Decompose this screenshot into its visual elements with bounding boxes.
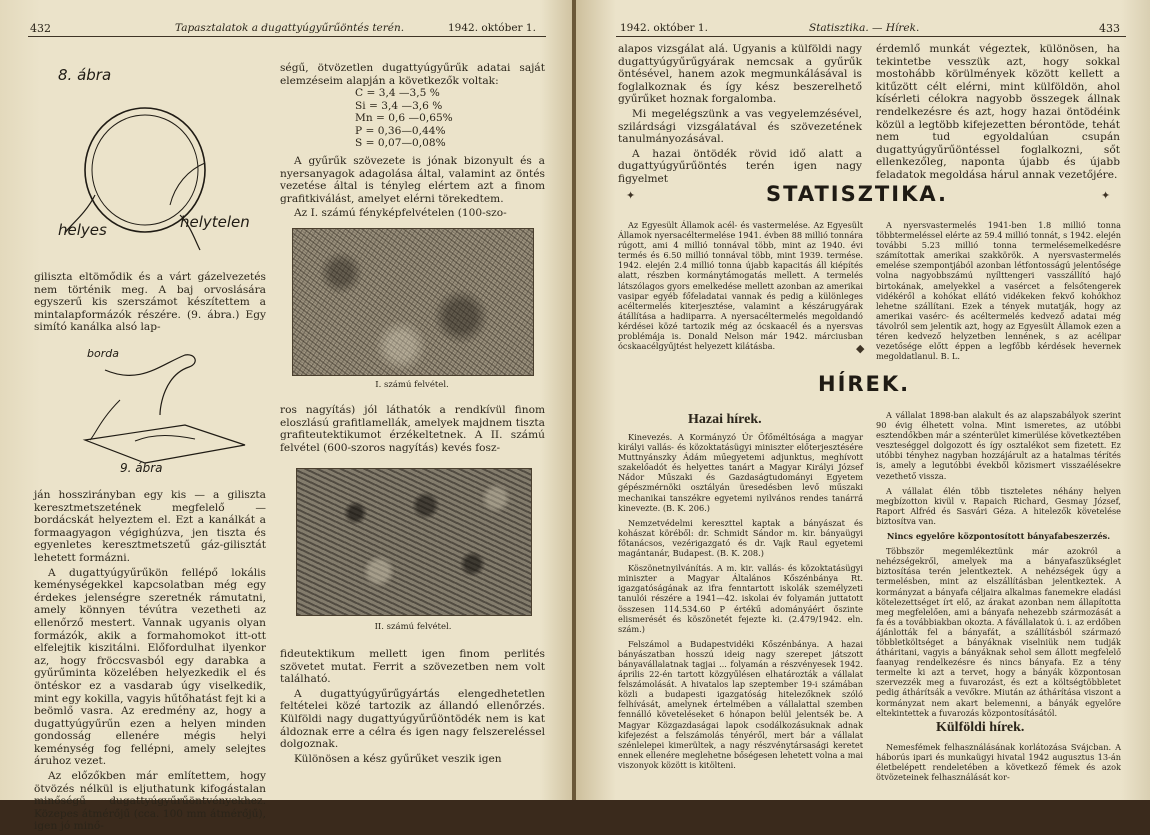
paragraph: Mi megelégszünk a vas vegyelemzésével, szilárdsági vizsgálatával és szövezetének tanulmányozásával. — [618, 107, 862, 146]
paragraph: Az előzőkben már említettem, hogy ötvözés nélkül is eljuthatunk kifogástalan minőségű dugattyúgyűrűöntvényekhez. Közepes átmérőjű (cca. 100 mm átmérőjű), igen jó minő- — [34, 770, 266, 833]
left-col2-mid — [280, 155, 545, 222]
paragraph: Többször megemlékeztünk már azokról a nehézségekről, amelyek ma a bányafaszükséglet biztosítása terén jelentkeztek. A nehézségek úgy a termelésben, mint az elszállításban jelentkeztek. A kormányzat a bányafa céljaira alkalmas fanemekre eladási kötelezettséget írt elő, az árakat azonban nem állapította meg megfelelően, ami a bányafa nehezebb szármozását a fa és a továbbiakban okozta. A fávállalatok ú. i. az erdőben ájánlották fel a bányafát, a szállításból származó többletköltséget a bányáknak viselniük nem tudják átháritani, vagyis a bányáknak sehol sem állott megfelelő faanyag rendelkezésre és nincs bányafa. Ez a tény termelte ki azt a tervet, hogy a bányák központosan szervezzék meg a fuvarozást, és ezt a költségtöbbletet pedig áthárítsák a vevőkre. Miután az áthárítása viszont a kormányzat nem akart belemenni, a bányák egyelőre eltekintettek a fuvarozás központosításától. — [876, 546, 1121, 718]
paragraph: Az Egyesült Államok acél- és vastermelése. Az Egyesült Államok nyersacéltermelése 1941. évben 88 millió tonnára rúgott, ami 4 millió tonnával több, mint az 1940. évi termés és 6.50 millió tonnával több, mint 1939. termése. 1942. elején 2.4 millió tonna újabb kapacitás áll kiépítés alatt, részben kormánytámogatás mellett. A termelés látszólagos gyors emelkedése mellett azonban az amerikai vasipar egyéb főfeladatai vannak és pedig a különleges acéltermelés kiterjesztése, valamint a készárugyárak átállítása a hadiiparra. A nyersacéltermelés megoldandó kérdései közé tartozik még az ócskaacél és a nyersvas problémája is. Donald Nelson már 1942. márciusban ócskaacélgyűjtést helyezett kilátásba. — [618, 220, 863, 352]
paragraph: érdemlő munkát végeztek, különösen, ha tekintetbe vesszük azt, hogy sokkal mostohább körülmények között kellett a kitűzött célt elérni, mint külföldön, ahol kísérleti célokra nagyobb összegek állnak rendelkezésre és azt, hogy hazai öntödéink közül a legtöbb kifejezetten bérontöde, tehát nem tud egyoldalúan csupán dugattyúgyűrűöntéssel foglalkozni, sőt ellenkezőleg, naponta újabb és újabb feladatok megoldása hárul annak vezetőjére. — [876, 43, 1120, 181]
subsection-kulfoldi: Külföldi hírek. — [936, 720, 1025, 735]
paragraph: A nyersvastermelés 1941-ben 1.8 millió tonna többtermeléssel elérte az 59.4 millió tonnát, s 1942. elején további 5.23 millió tonna termelésemelkedésre számítottak amerikai szakkörök. A nyersvastermelés emelése szempontjából azonban létfontosságú jelentősége volna nagyobbszámú nyílttengeri vasszállító hajó birtokának, amelyekkel a vasércet a felsőtengerek vidékéről a kohókat ellátó vidékeken fekvő kohókhoz lehetne szállítani. Ezek a tények mutatják, hogy az amerikai vasérc- és acéltermelés kedvező adatai még távolról sem jelentik azt, hogy az Egyesült Államok ezen a téren kedvező helyzetben lennének, s az acélipar vezetősége előtt éppen a legfőbb kérdések hevernek megoldatlanul. B. L. — [876, 220, 1121, 362]
figure9-title: 9. ábra — [120, 461, 163, 475]
right-date: 1942. október 1. — [620, 22, 708, 34]
composition-row: S = 0,07—0,08% — [355, 137, 446, 150]
paragraph: A vállalat élén több tiszteletes néhány helyen megbízotton kivül v. Rapaich Richard, Gesmay József, Raport Alfréd és Sasvári Géza. A hitelezők követelése biztosítva van. — [876, 485, 1121, 526]
section-title-statisztika: STATISZTIKA. — [766, 182, 948, 206]
figure8-title: 8. ábra — [58, 66, 112, 84]
right-page-number: 433 — [1099, 22, 1120, 35]
section-title-hirek: HÍREK. — [818, 372, 911, 396]
figure8-label-helyes: helyes — [58, 221, 107, 239]
right-page — [576, 0, 1150, 800]
left-page-number: 432 — [30, 22, 51, 35]
left-date: 1942. október 1. — [448, 22, 536, 34]
composition-row: C = 3,4 —3,5 % — [355, 87, 440, 99]
composition-row: P = 0,36—0,44% — [355, 124, 446, 137]
right-news-col — [876, 410, 1121, 723]
paragraph: A dugattyúgyűrűgyártás elengedhetetlen feltételei közé tartozik az állandó ellenőrzés. Külföldi nagy dugattyúgyűrűöntödék nem is kat áldoznak erre a célra és igen nagy felszereléssel dolgoznak. — [280, 687, 545, 751]
micrograph-photo-1 — [292, 228, 534, 376]
paragraph: A vállalat 1898-ban alakult és az alapszabályok szerint 90 évig élhetett volna. Mint ismeretes, az utóbbi esztendőkben már a szénterület kimerülése következtében veszteséggel dolgozott és így osztalékot sem fizetett. Ez utóbbi tényhez nagyban hozzájárult az a hatalmas térítés is, amely a legutóbbi évekből közismert visszaélésekre vezethető vissza. — [876, 410, 1121, 481]
paragraph: alapos vizsgálat alá. Ugyanis a külföldi nagy dugattyúgyűrűgyárak nemcsak a gyűrűk öntésével, hanem azok megmunkálásával is foglalkoznak és így kész beszerelhető gyűrűket hoznak forgalomba. — [618, 43, 862, 106]
left-running-title: Tapasztalatok a dugattyúgyűrűöntés terén. — [175, 22, 405, 34]
paragraph: ros nagyítás) jól láthatók a rendkívül finom eloszlású grafitlamellák, amelyek majdnem tiszta grafiteutektikumot érzékeltetnek. A II. számú felvétel (600-szoros nagyítás) kevés fosz- — [280, 404, 545, 454]
header-rule — [616, 36, 1126, 37]
news-item: Nemzetvédelmi kereszttel kaptak a bányászat és kohászat köréből: dr. Schmidt Sándor m. kir. bányaügyi főtanácsos, vezérigazgató és dr. Vajk Raul egyetemi magántanár, Budapest. (B. K. 208.) — [618, 517, 863, 559]
stat-col2 — [876, 220, 1121, 366]
paragraph: ján hosszirányban egy kis — a giliszta keresztmetszetének megfelelő — bordácskát helyeztem el. Ezt a kanálkát a formaagyagon végighúzva, jen tiszta és egyenletes keresztmetszetű gáz-gilisztát lehetett formázni. — [34, 489, 266, 564]
micrograph-caption-2: II. számú felvétel. — [374, 622, 452, 632]
figure9-sketch — [65, 345, 265, 475]
paragraph: giliszta eltömődik és a várt gázelvezetés nem történik meg. A baj orvoslására egyszerű kis szerszámot készítettem a mintalapformázók részére. (9. ábra.) Egy simító kanálka alsó lap- — [34, 271, 266, 334]
right-running-title: Statisztika. — Hírek. — [809, 22, 920, 34]
paragraph: A gyűrűk szövezete is jónak bizonyult és a nyersanyagok adagolása által, valamint az öntés vezetése által is tényleg elértem azt a finom grafitkiválást, amelyet elérni törekedtem. — [280, 155, 545, 205]
ornament-right: ✦ — [1101, 189, 1111, 202]
figure9-label-borda: borda — [87, 347, 119, 360]
left-col2-bottom — [280, 648, 545, 767]
header-rule — [28, 36, 546, 37]
news-item: Köszönetnyilvánítás. A m. kir. vallás- és közoktatásügyi miniszter a Magyar Általános Kőszénbánya Rt. igazgatóságának az ifra fenntartott iskolák személyzeti tanulói részére a 1941—42. iskolai év folyamán juttatott összesen 114.534.60 P értékű adományáért őszinte elismerését és köszönetét fejezte ki. (2.479/1942. eln. szám.) — [618, 563, 863, 634]
composition-table — [355, 87, 453, 150]
paragraph: Az I. számú fényképfelvételen (100-szo- — [294, 207, 507, 220]
right-top-col1 — [618, 43, 862, 188]
stat-col1 — [618, 220, 863, 356]
right-top-col2 — [876, 43, 1120, 184]
hazai-col — [618, 432, 863, 775]
kulfoldi-col — [876, 742, 1121, 787]
ornament-left: ✦ — [626, 189, 636, 202]
micrograph-photo-2 — [296, 468, 532, 616]
figure8-sketch — [40, 55, 270, 270]
news-heading: Nincs egyelőre központosított bányafabeszerzés. — [886, 531, 1111, 542]
paragraph: A dugattyúgyűrűkön fellépő lokális keménységekkel kapcsolatban még egy érdekes jelenségre szeretnék rámutatni, amely könnyen tévútra vezetheti az ellenőrző mestert. Vannak ugyanis olyan formázók, akik a formahomokot itt-ott elfelejtik kiszitálni. Előfordulhat ilyenkor az, hogy fröccsvasból egy darabka a gyűrűminta közelében helyezkedik el és öntéskor ez a vasdarab úgy viselkedik, mint egy kokilla, vagyis hűtőhatást fejt ki a beömlő vasra. Az eredmény az, hogy a dugattyúgyűrűn ezen a helyen minden gondosság ellenére mégis helyi keménység fog fellépni, amely selejtes áruhoz vezet. — [34, 566, 266, 768]
paragraph: A hazai öntödék rövid idő alatt a dugattyúgyűrűöntés terén igen nagy figyelmet — [618, 147, 862, 185]
micrograph-caption-1: I. számú felvétel. — [375, 380, 449, 390]
composition-row: Mn = 0,6 —0,65% — [355, 112, 453, 125]
paragraph: Nemesfémek felhasználásának korlátozása Svájcban. A háborús ipari és munkaügyi hivatal 1942 augusztus 13-án életbelépett rendeletében a következő fémek és azok ötvözeteinek felhasználását kor- — [876, 742, 1121, 783]
paragraph: Különösen a kész gyűrűket veszik igen — [294, 752, 502, 765]
subsection-hazai: Hazai hírek. — [688, 412, 762, 427]
left-page — [0, 0, 574, 833]
paragraph: fideutektikum mellett igen finom perlités szövetet mutat. Ferrit a szövezetben nem volt található. — [280, 648, 545, 686]
figure8-label-helytelen: helytelen — [180, 213, 250, 231]
left-col2-intro — [280, 62, 545, 89]
left-col2-mid2 — [280, 404, 545, 456]
composition-row: Si = 3,4 —3,6 % — [355, 99, 443, 112]
ornament-center: ◆ — [856, 342, 865, 355]
left-col1-top — [34, 271, 266, 336]
paragraph: ségű, ötvözetlen dugattyúgyűrűk adatai saját elemzéseim alapján a következők voltak: — [280, 62, 545, 87]
left-col1-bottom — [34, 489, 266, 835]
news-item: Felszámol a Budapestvidéki Kőszénbánya. A hazai bányászatban hosszú ideig nagy szerepet játszott bányavállalatnak tagjai ... folyamán a részvényesek 1942. április 22-én tartott közgyűlésen elhatározták a vállalat felszámolását. A hivatalos lap szeptember 19-i számában közli a budapesti igazgatóság hitelezőknek szóló felhívását, amelynek értelmében a vállalattal szemben fennálló követeléseket 6 hónapon belül jelentsék be. A Magyar Közgazdaságai lapok csodálkozásuknak adnak kifejezést a felszámolás tényéről, mert bár a vállalat szénlelepei kimerültek, a nagy részvénytársasági keretet ennek ellenére meglehetne bőségesen lehetett volna a mai viszonyok között is kitölteni. — [618, 638, 863, 770]
news-item: Kinevezés. A Kormányzó Úr Őfőméltósága a magyar királyi vallás- és közoktatásügyi miniszter előterjesztésére Muttnyánszky Ádám műegyetemi adjunktus, meghívott szakelőadót és helyettes tanárt a Magyar Királyi József Nádor Műszaki és Gazdaságtudományi Egyetem gépészmérnöki osztályán üresedésben levő műszaki mechanikai tanszékre egyetemi nyilvános rendes tanárrá kinevezte. (B. K. 206.) — [618, 432, 863, 513]
